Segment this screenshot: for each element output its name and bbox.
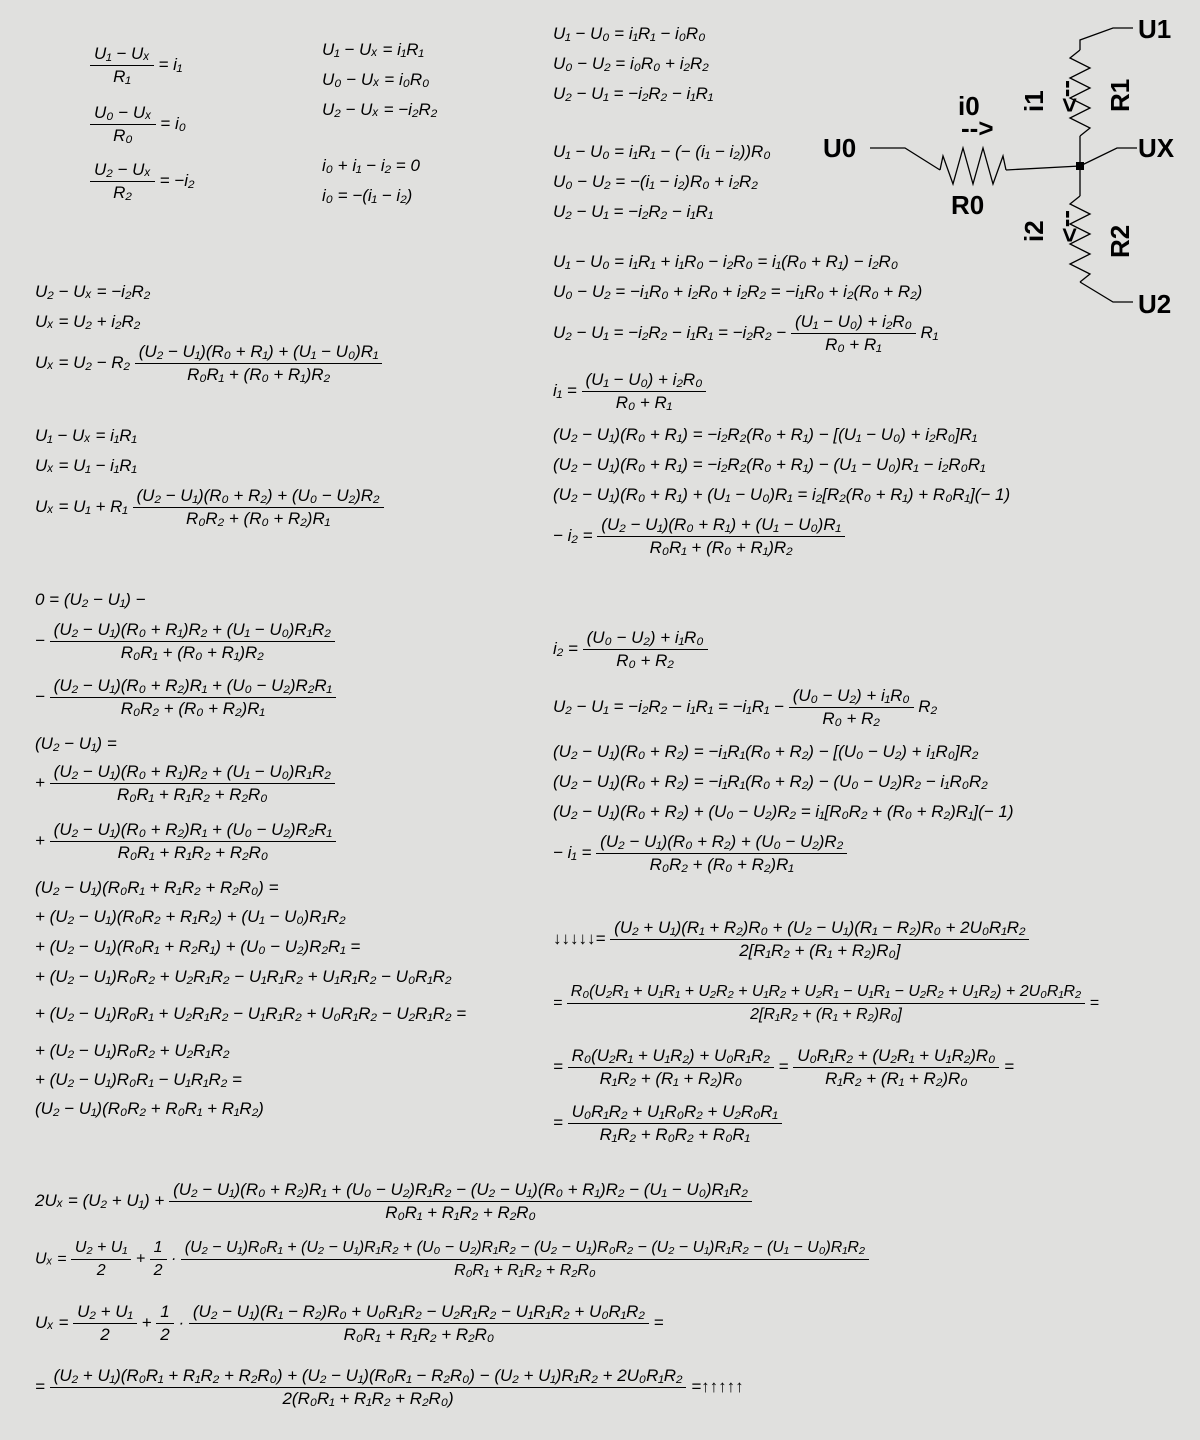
eq-line: (U₂ − U₁) = <box>35 734 117 753</box>
eq-line: (U₂ − U₁)(R₀ + R₁) = −i₂R₂(R₀ + R₁) − (U₁ − U₀)R₁ − i₂R₀R₁ <box>553 455 986 474</box>
eq-line: U₂ − U₁ = −i₂R₂ − i₁R₁ <box>553 84 714 103</box>
eq-line: U₀ − U₂ = −i₁R₀ + i₂R₀ + i₂R₂ = −i₁R₀ + i₂(R₀ + R₂) <box>553 282 923 301</box>
eq-line: (U₂ − U₁)(R₀ + R₂) = −i₁R₁(R₀ + R₂) − [(U₀ − U₂) + i₁R₀]R₂ <box>553 742 979 761</box>
eq-line: 0 = (U₂ − U₁) − <box>35 590 146 609</box>
node-junction <box>1076 162 1084 170</box>
eq-line: i₀ + i₁ − i₂ = 0 <box>322 156 420 175</box>
label-u1: U1 <box>1138 14 1172 44</box>
eq-line: = R₀(U₂R₁ + U₁R₁ + U₂R₂ + U₁R₂ + U₂R₁ − U₁R₁ − U₂R₂ + U₁R₂) + 2U₀R₁R₂ 2[R₁R₂ + (R₁ + R₂)R₀] = <box>553 983 1099 1023</box>
eq-line: U₂ − U₁ = −i₂R₂ − i₁R₁ = −i₁R₁ − $\frac{\text{(U₀ − U₂) + i₁R₀}}{\text{R₀ + R₂}}$ R₂ <box>553 686 938 728</box>
label-i1-arrow: --> <box>1055 80 1085 113</box>
eq-line: (U₂ − U₁)(R₀ + R₁) + (U₁ − U₀)R₁ = i₂[R₂(R₀ + R₁) + R₀R₁](− 1) <box>553 485 1011 504</box>
eq-line: Uₓ = U₂ − R₂ $\frac{\text{(U₂ − U₁)(R₀ + R₁) + (U₁ − U₀)R₁}}{\text{R₀R₁ + (R₀ + R₁)R₂}}$ <box>35 342 382 385</box>
eq-line: (U₂ − U₁)(R₀ + R₂) + (U₀ − U₂)R₂ = i₁[R₀R₂ + (R₀ + R₂)R₁](− 1) <box>553 802 1014 821</box>
eq-line: i₁ = $\frac{\text{(U₁ − U₀) + i₂R₀}}{\text{R₀ + R₁}}$ <box>553 370 706 413</box>
resistor-r0 <box>940 148 1006 184</box>
label-r0: R0 <box>951 190 985 220</box>
eq-line: U₁ − Uₓ = i₁R₁ <box>35 426 137 445</box>
eq-line: + (U₂ − U₁)R₀R₁ + U₂R₁R₂ − U₁R₁R₂ + U₀R₁R₂ − U₂R₁R₂ = <box>35 1004 467 1023</box>
eq-line: + (U₂ − U₁)R₀R₁ − U₁R₁R₂ = <box>35 1070 242 1089</box>
eq-line: U₂ − U₁ = −i₂R₂ − i₁R₁ = −i₂R₂ − $\frac{\text{(U₁ − U₀) + i₂R₀}}{\text{R₀ + R₁}}$ R₁ <box>553 312 939 354</box>
eq-line: U₀ − Uₓ = i₀R₀ <box>322 70 430 89</box>
eq-line: + (U₂ − U₁)R₀R₂ + U₂R₁R₂ − U₁R₁R₂ + U₁R₁R₂ − U₀R₁R₂ <box>35 967 452 986</box>
label-u0: U0 <box>823 133 857 163</box>
eq-line: (U₂ − U₁)(R₀R₁ + R₁R₂ + R₂R₀) = <box>35 878 279 897</box>
circuit-diagram <box>815 10 1195 320</box>
eq-line: ↓↓↓↓↓= $\frac{\text{(U₂ + U₁)(R₁ + R₂)R₀ + (U₂ − U₁)(R₁ − R₂)R₀ + 2U₀R₁R₂}}{\text{2[R₁R₂ + (R₁ + R₂)R₀]}}$ <box>553 918 1029 961</box>
eq-line: U₂ − U₁ = −i₂R₂ − i₁R₁ <box>553 202 714 221</box>
label-i2: i2 <box>1019 220 1049 242</box>
eq-line: U₁ − Uₓ = i₁R₁ <box>322 40 424 59</box>
eq-i1-def: $\frac{\text{U₁ − Uₓ}}{\text{R₁}}$ = i₁ <box>90 44 182 87</box>
eq-line: Uₓ = U₁ + R₁ $\frac{\text{(U₂ − U₁)(R₀ + R₂) + (U₀ − U₂)R₂}}{\text{R₀R₂ + (R₀ + R₂)R₁}}$ <box>35 486 384 529</box>
eq-line: U₀ − U₂ = −(i₁ − i₂)R₀ + i₂R₂ <box>553 172 758 191</box>
eq-line: U₂ − Uₓ = −i₂R₂ <box>322 100 438 119</box>
wire-ux <box>1080 148 1137 166</box>
eq-line: Uₓ = U₁ − i₁R₁ <box>35 456 137 475</box>
eq-line: (U₂ − U₁)(R₀ + R₂) = −i₁R₁(R₀ + R₂) − (U₀ − U₂)R₂ − i₁R₀R₂ <box>553 772 988 791</box>
wire-u1 <box>1080 28 1133 50</box>
eq-line: i₀ = −(i₁ − i₂) <box>322 186 413 205</box>
wire-r0-node <box>1006 166 1080 170</box>
label-ux: UX <box>1138 133 1175 163</box>
eq-line: U₁ − U₀ = i₁R₁ − i₀R₀ <box>553 24 706 43</box>
eq-line: = $\frac{\text{R₀(U₂R₁ + U₁R₂) + U₀R₁R₂}}{\text{R₁R₂ + (R₁ + R₂)R₀}}$ = $\frac{\text{U₀R₁R₂ + (U₂R₁ + U₁R₂)R₀}}{\text{R₁R₂ + (R₁ + R₂)R₀}}$ = <box>553 1046 1014 1088</box>
eq-line: = (U₂ + U₁)(R₀R₁ + R₁R₂ + R₂R₀) + (U₂ − U₁)(R₀R₁ − R₂R₀) − (U₂ + U₁)R₁R₂ + 2U₀R₁R₂ 2(R₀R₁ + R₁R₂ + R₂R₀) =↑↑↑↑↑ <box>35 1366 744 1408</box>
eq-line: U₂ − Uₓ = −i₂R₂ <box>35 282 151 301</box>
label-i2-arrow: --> <box>1055 210 1085 243</box>
eq-line: Uₓ = $\frac{\text{U₂ + U₁}}{2}$ + $\frac{1}{2}$ · $\frac{\text{(U₂ − U₁)(R₁ − R₂)R₀ + U₀R₁R₂ − U₂R₁R₂ − U₁R₁R₂ + U₀R₁R₂}}{\text{R₀R₁ + R₁R₂ + R₂R₀}}$ = <box>35 1302 664 1344</box>
label-u2: U2 <box>1138 289 1172 319</box>
label-i1: i1 <box>1019 90 1049 112</box>
eq-line: = $\frac{\text{U₀R₁R₂ + U₁R₀R₂ + U₂R₀R₁}}{\text{R₁R₂ + R₀R₂ + R₀R₁}}$ <box>553 1102 782 1145</box>
eq-line: U₁ − U₀ = i₁R₁ + i₁R₀ − i₂R₀ = i₁(R₀ + R₁) − i₂R₀ <box>553 252 898 271</box>
eq-line: U₀ − U₂ = i₀R₀ + i₂R₂ <box>553 54 709 73</box>
eq-line: Uₓ = $\frac{\text{U₂ + U₁}}{2}$ + $\frac{1}{2}$ · (U₂ − U₁)R₀R₁ + (U₂ − U₁)R₁R₂ + (U₀ − U₂)R₁R₂ − (U₂ − U₁)R₀R₂ − (U₂ − U₁)R₁R₂ − (U₁ − U₀)R₁R₂ R₀R₁ + R₁R₂ + R₂R₀ <box>35 1238 869 1281</box>
eq-i2-def: $\frac{\text{U₂ − Uₓ}}{\text{R₂}}$ = −i₂ <box>90 160 194 203</box>
eq-line: − i₂ = $\frac{\text{(U₂ − U₁)(R₀ + R₁) + (U₁ − U₀)R₁}}{\text{R₀R₁ + (R₀ + R₁)R₂}}$ <box>553 515 845 558</box>
eq-i0-def: $\frac{\text{U₀ − Uₓ}}{\text{R₀}}$ = i₀ <box>90 103 186 146</box>
eq-line: + (U₂ − U₁)R₀R₂ + U₂R₁R₂ <box>35 1041 230 1060</box>
label-r2: R2 <box>1105 224 1135 258</box>
wire-u0 <box>870 148 940 170</box>
eq-line: Uₓ = U₂ + i₂R₂ <box>35 312 141 331</box>
label-i0: i0 <box>958 91 980 121</box>
wire-u2 <box>1080 282 1133 302</box>
label-i0-arrow: --> <box>961 113 994 143</box>
eq-line: 2Uₓ = (U₂ + U₁) + (U₂ − U₁)(R₀ + R₂)R₁ + (U₀ − U₂)R₁R₂ − (U₂ − U₁)(R₀ + R₁)R₂ − (U₁ − U₀)R₁R₂ R₀R₁ + R₁R₂ + R₂R₀ <box>35 1180 752 1223</box>
eq-line: + (U₂ − U₁)(R₀R₂ + R₁R₂) + (U₁ − U₀)R₁R₂ <box>35 907 346 926</box>
eq-line: + $\frac{\text{(U₂ − U₁)(R₀ + R₁)R₂ + (U₁ − U₀)R₁R₂}}{\text{R₀R₁ + R₁R₂ + R₂R₀}}$ <box>35 762 335 805</box>
eq-line: (U₂ − U₁)(R₀R₂ + R₀R₁ + R₁R₂) <box>35 1099 264 1118</box>
eq-line: − $\frac{\text{(U₂ − U₁)(R₀ + R₁)R₂ + (U₁ − U₀)R₁R₂}}{\text{R₀R₁ + (R₀ + R₁)R₂}}$ <box>35 620 335 663</box>
eq-line: − $\frac{\text{(U₂ − U₁)(R₀ + R₂)R₁ + (U₀ − U₂)R₂R₁}}{\text{R₀R₂ + (R₀ + R₂)R₁}}$ <box>35 676 336 719</box>
label-r1: R1 <box>1105 78 1135 112</box>
eq-line: + (U₂ − U₁)(R₀R₁ + R₂R₁) + (U₀ − U₂)R₂R₁ = <box>35 937 361 956</box>
eq-line: U₁ − U₀ = i₁R₁ − (− (i₁ − i₂))R₀ <box>553 142 771 161</box>
eq-line: − i₁ = $\frac{\text{(U₂ − U₁)(R₀ + R₂) + (U₀ − U₂)R₂}}{\text{R₀R₂ + (R₀ + R₂)R₁}}$ <box>553 832 847 875</box>
eq-line: i₂ = $\frac{\text{(U₀ − U₂) + i₁R₀}}{\text{R₀ + R₂}}$ <box>553 628 708 671</box>
eq-line: + $\frac{\text{(U₂ − U₁)(R₀ + R₂)R₁ + (U₀ − U₂)R₂R₁}}{\text{R₀R₁ + R₁R₂ + R₂R₀}}$ <box>35 820 336 863</box>
eq-line: (U₂ − U₁)(R₀ + R₁) = −i₂R₂(R₀ + R₁) − [(U₁ − U₀) + i₂R₀]R₁ <box>553 425 978 444</box>
